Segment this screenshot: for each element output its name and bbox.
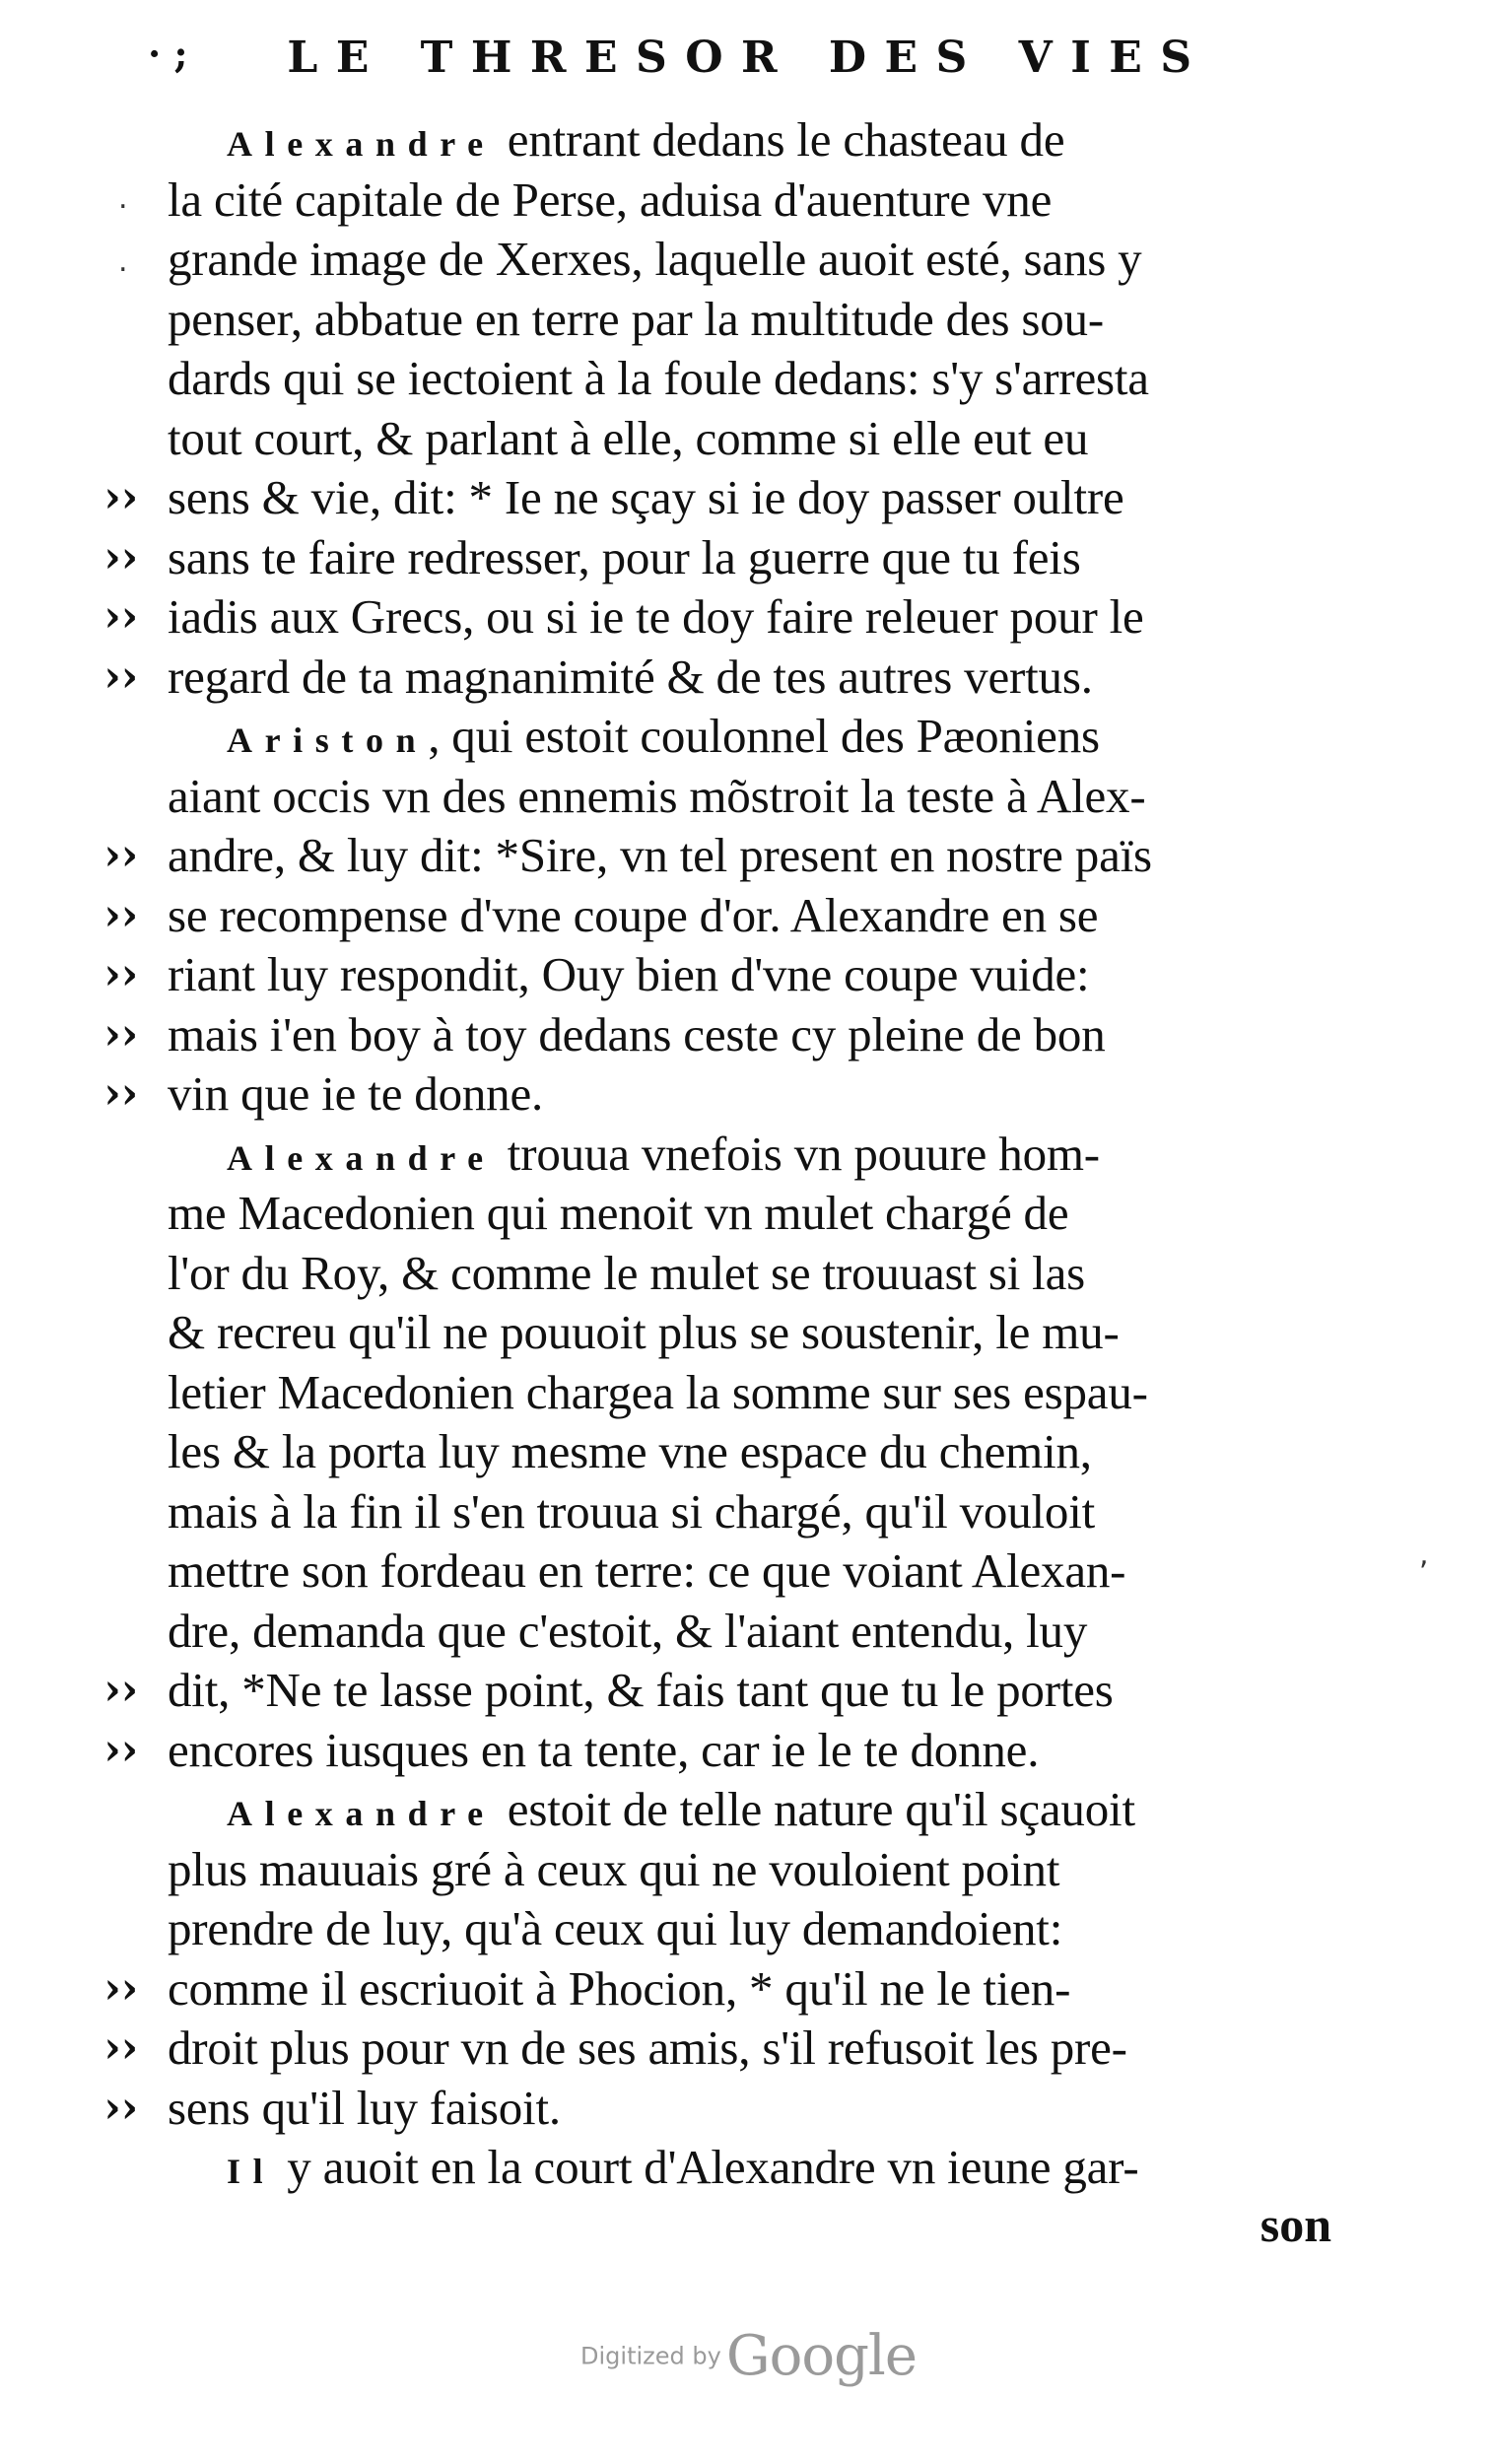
line-text: vin que ie te donne. (168, 1066, 544, 1121)
text-line (168, 230, 1370, 290)
line-text: droit plus pour vn de ses amis, s'il refusoit les pre- (168, 2020, 1127, 2075)
line-text: sans te faire redresser, pour la guerre que tu feis (168, 529, 1081, 584)
line-text: encores iusques en ta tente, car ie le te donne. (168, 1722, 1040, 1777)
text-line (103, 1661, 1370, 1721)
margin-quote-mark: ›› (103, 1068, 138, 1119)
paragraph-first-line (168, 1125, 1370, 1185)
margin-speck: . (118, 181, 128, 216)
line-text: sens & vie, dit: * Ie ne sçay si ie doy passer oultre (168, 470, 1124, 524)
margin-quote-mark: ›› (103, 1724, 138, 1775)
margin-quote-mark: ›› (103, 1008, 138, 1060)
paragraph-lead-word: Alexandre (227, 124, 496, 164)
margin-speck: , (1419, 1538, 1429, 1572)
line-text: sens qu'il luy faisoit. (168, 2080, 561, 2135)
line-text: les & la porta luy mesme vne espace du chemin, (168, 1424, 1092, 1478)
line-text: letier Macedonien chargea la somme sur ses espau- (168, 1364, 1148, 1419)
margin-speck: . (118, 244, 128, 279)
text-line (168, 1541, 1370, 1602)
line-text: & recreu qu'il ne pouuoit plus se soustenir, le mu- (168, 1305, 1120, 1359)
paragraph-first-line (168, 2138, 1370, 2198)
paragraph-lead-word: Ariston (227, 720, 429, 760)
margin-quote-mark: ›› (103, 591, 138, 642)
digitized-by-google (0, 2324, 1497, 2388)
google-logo: Google (725, 2324, 917, 2388)
line-text: dre, demanda que c'estoit, & l'aiant entendu, luy (168, 1603, 1088, 1658)
digitized-by-label: Digitized by (580, 2342, 721, 2370)
margin-quote-mark: ›› (103, 2082, 138, 2133)
margin-quote-mark: ›› (103, 472, 138, 522)
line-text: riant luy respondit, Ouy bien d'vne coupe vuide: (168, 947, 1090, 1001)
paragraph-lead-word: Il (227, 2152, 276, 2191)
body-text (103, 110, 1370, 2198)
paragraph-first-line (168, 707, 1370, 767)
line-text: aiant occis vn des ennemis mõstroit la teste à Alex- (168, 768, 1146, 823)
line-text: y auoit en la court d'Alexandre vn ieune gar- (275, 2140, 1139, 2194)
text-line (168, 1363, 1370, 1423)
line-text: dards qui se iectoient à la foule dedans: s'y s'arresta (168, 351, 1149, 405)
text-line (103, 2019, 1370, 2079)
running-header: LE THRESOR DES VIES (287, 33, 1210, 83)
paragraph-first-line (168, 1780, 1370, 1840)
text-line (103, 648, 1370, 708)
text-line (103, 1005, 1370, 1065)
text-line (103, 826, 1370, 886)
text-line (103, 2079, 1370, 2139)
line-text: prendre de luy, qu'à ceux qui luy demandoient: (168, 1901, 1063, 1955)
text-line (103, 587, 1370, 648)
line-text: penser, abbatue en terre par la multitude des sou- (168, 291, 1104, 346)
text-line (168, 1840, 1370, 1900)
text-line (103, 468, 1370, 528)
text-line (168, 1482, 1370, 1542)
catchword: son (1259, 2197, 1331, 2252)
line-text: iadis aux Grecs, ou si ie te doy faire releuer pour le (168, 589, 1144, 644)
line-text: mais i'en boy à toy dedans ceste cy pleine de bon (168, 1006, 1106, 1061)
line-text: plus mauuais gré à ceux qui ne vouloient point (168, 1841, 1060, 1896)
text-line (168, 1184, 1370, 1244)
line-text: , qui estoit coulonnel des Pæoniens (428, 709, 1100, 763)
text-line (168, 1899, 1370, 1959)
line-text: comme il escriuoit à Phocion, * qu'il ne le tien- (168, 1960, 1071, 2016)
line-text: trouua vnefois vn pouure hom- (495, 1126, 1100, 1181)
text-line (168, 1244, 1370, 1304)
line-text: mettre son fordeau en terre: ce que voiant Alexan- (168, 1543, 1126, 1598)
text-line (168, 290, 1370, 350)
text-line (168, 409, 1370, 469)
paragraph-lead-word: Alexandre (227, 1794, 496, 1833)
line-text: la cité capitale de Perse, aduisa d'auenture vne (168, 171, 1053, 227)
line-text: se recompense d'vne coupe d'or. Alexandre en se (168, 887, 1099, 942)
margin-quote-mark: ›› (103, 1962, 138, 2014)
text-line (103, 1959, 1370, 2019)
paragraph-lead-word: Alexandre (227, 1137, 496, 1178)
text-line (168, 1602, 1370, 1662)
line-text: andre, & luy dit: *Sire, vn tel present en nostre païs (168, 828, 1152, 882)
line-text: tout court, & parlant à elle, comme si elle eut eu (168, 410, 1089, 465)
header-marks: · ; (148, 32, 188, 76)
line-text: l'or du Roy, & comme le mulet se trouuast si las (168, 1245, 1085, 1300)
text-line (168, 171, 1370, 231)
text-line (103, 1064, 1370, 1125)
text-line (168, 1303, 1370, 1363)
margin-quote-mark: ›› (103, 531, 138, 582)
margin-quote-mark: ›› (103, 889, 138, 940)
line-text: estoit de telle nature qu'il sçauoit (495, 1782, 1135, 1836)
text-line (103, 1721, 1370, 1781)
text-line (168, 349, 1370, 409)
margin-quote-mark: ›› (103, 1665, 138, 1715)
line-text: regard de ta magnanimité & de tes autres vertus. (168, 649, 1093, 704)
text-line (168, 767, 1370, 827)
line-text: dit, *Ne te lasse point, & fais tant que tu le portes (168, 1663, 1114, 1717)
line-text: grande image de Xerxes, laquelle auoit esté, sans y (168, 232, 1142, 286)
margin-quote-mark: ›› (103, 949, 138, 999)
margin-quote-mark: ›› (103, 830, 138, 880)
line-text: mais à la fin il s'en trouua si chargé, qu'il vouloit (168, 1483, 1096, 1539)
line-text: me Macedonien qui menoit vn mulet chargé de (168, 1186, 1069, 1240)
margin-quote-mark: ›› (103, 2022, 138, 2073)
text-line (103, 528, 1370, 588)
paragraph-first-line (168, 110, 1370, 171)
text-line (168, 1422, 1370, 1482)
text-line (103, 945, 1370, 1005)
text-line (103, 886, 1370, 946)
margin-quote-mark: ›› (103, 650, 138, 702)
line-text: entrant dedans le chasteau de (495, 112, 1065, 167)
